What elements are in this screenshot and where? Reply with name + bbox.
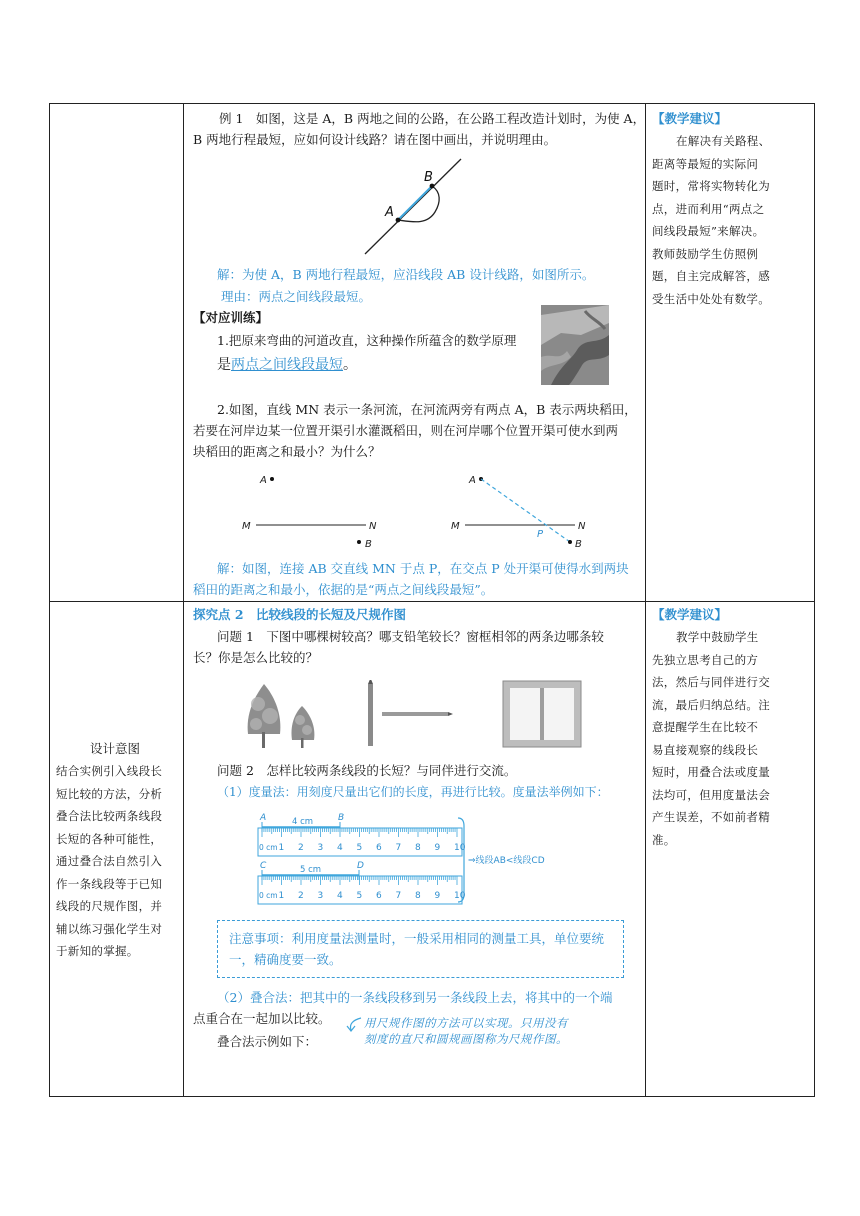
label-a: A (385, 205, 394, 220)
ruler-tick-label: 7 (395, 843, 402, 853)
handnote-line1: 用尺规作图的方法可以实现。只用没有 (364, 1016, 568, 1030)
label-m: M (242, 521, 251, 532)
practice-q2-line2: 若要在河岸边某一位置开渠引水灌溉稻田，则在河岸哪个位置开渠可使水到两 (193, 423, 619, 438)
practice-q1-line2 (217, 354, 357, 376)
ruler-result: ⇒线段AB<线段CD (468, 856, 545, 866)
suggestion2-line: 先独立思考自己的方 (652, 652, 759, 667)
suggestion1-line: 在解决有关路程、 (676, 134, 771, 148)
horizontal-pencil (382, 712, 448, 716)
river-figure-right (445, 466, 595, 556)
ruler2-label-d: D (357, 861, 364, 871)
ruler-cd (258, 861, 466, 904)
suggestion1-line: 题，自主完成解答，感 (652, 269, 770, 283)
road-straight-line (365, 159, 461, 254)
suggestion2-line: 易直接观察的线段长 (652, 742, 759, 757)
row-divider (49, 601, 815, 602)
point-a (270, 477, 274, 481)
curved-road (398, 186, 439, 222)
design-title: 设计意图 (90, 741, 141, 756)
practice-q1-answer: 两点之间线段最短 (231, 357, 343, 373)
label-a: A (260, 475, 267, 486)
suggestion1-line: 受生活中处处有数学。 (652, 291, 770, 306)
ruler-tick-label: 10 (454, 891, 466, 901)
ruler-tick-label: 0 cm (259, 843, 278, 852)
label-b: B (424, 170, 433, 185)
practice-answer (193, 558, 639, 600)
suggestion2-line: 短时，用叠合法或度量 (652, 765, 770, 779)
suggestion2-line: 准。 (652, 832, 676, 847)
point-b (568, 540, 572, 544)
method2-line1 (193, 987, 639, 1008)
ruler1-label-a: A (260, 813, 267, 823)
method2-line2: 点重合在一起加以比较。 (193, 1011, 331, 1026)
handnote-arrow (345, 1014, 365, 1034)
ruler-tick-label: 2 (298, 891, 304, 901)
point-a (396, 218, 401, 223)
label-n: N (578, 521, 586, 532)
point-b (357, 540, 361, 544)
example1-text (193, 108, 646, 150)
suggestion1-body (652, 130, 810, 310)
practice-q2 (193, 399, 639, 462)
suggestion2-line: 产生误差，不如前者精 (652, 810, 770, 824)
section2-question1 (193, 626, 639, 668)
design-line: 通过叠合法自然引入 (56, 854, 163, 868)
ruler1-label-b: B (338, 813, 345, 823)
practice-answer-line1: 解：如图，连接 AB 交直线 MN 于点 P，在交点 P 处开渠可使得水到两块 (217, 561, 629, 576)
example1-line2: B 两地行程最短，应如何设计线路？请在图中画出，并说明理由。 (193, 132, 557, 147)
ruler-tick-label: 9 (434, 891, 441, 901)
ruler2-label-c: C (260, 861, 267, 871)
ruler-tick-label: 10 (454, 843, 466, 853)
column-divider-left (183, 103, 184, 1097)
column-divider-right (645, 103, 646, 1097)
ruler-tick-label: 6 (376, 843, 382, 853)
label-p: P (537, 529, 544, 540)
example1-line1: 例 1 如图，这是 A，B 两地之间的公路，在公路工程改造计划时，为使 A， (219, 111, 646, 126)
ruler2-length: 5 cm (300, 865, 322, 875)
practice-q1-line1: 1.把原来弯曲的河道改直，这种操作所蕴含的数学原理 (217, 333, 517, 348)
suggestion1-title: 【教学建议】 (652, 111, 728, 126)
handnote (364, 1015, 568, 1047)
ruler-tick-label: 3 (317, 843, 324, 853)
note-line1: 注意事项：利用度量法测量时，一般采用相同的测量工具，单位要统 (229, 931, 605, 946)
design-body (56, 760, 180, 963)
example1-answer: 解：为使 A，B 两地行程最短，应沿线段 AB 设计线路，如图所示。 (217, 267, 595, 282)
pencils-image (364, 680, 454, 750)
practice-answer-line2: 稻田的距离之和最小，依据的是“两点之间线段最短”。 (193, 582, 494, 597)
section2-question2: 问题 2 怎样比较两条线段的长短？与同伴进行交流。 (217, 763, 517, 778)
suggestion2-title: 【教学建议】 (652, 607, 728, 622)
method2-example: 叠合法示例如下： (217, 1034, 318, 1049)
suggestion2-line: 意提醒学生在比较不 (652, 720, 759, 734)
label-b: B (575, 539, 582, 550)
design-line: 于新知的掌握。 (56, 944, 139, 958)
river-figure-left (236, 466, 386, 556)
trees-image (244, 680, 324, 750)
suggestion2-body (652, 626, 810, 851)
suggestion1-line: 教师鼓励学生仿照例 (652, 246, 759, 261)
ruler-tick-label: 3 (317, 891, 324, 901)
method1-text: （1）度量法：用刻度尺量出它们的长度，再进行比较。度量法举例如下： (217, 785, 609, 799)
river-photo (541, 305, 609, 385)
label-n: N (369, 521, 377, 532)
ruler-tick-label: 8 (415, 891, 421, 901)
ruler-tick-label: 9 (434, 843, 441, 853)
example1-reason: 理由：两点之间线段最短。 (221, 289, 372, 304)
ruler-tick-label: 1 (278, 891, 285, 901)
section2-title: 探究点 2 比较线段的长短及尺规作图 (193, 607, 407, 622)
practice-q2-line3: 块稻田的距离之和最小？为什么？ (193, 444, 381, 459)
suggestion2-line: 法均可，但用度量法会 (652, 787, 770, 802)
suggestion1-line: 距离等最短的实际问 (652, 156, 759, 171)
suggestion2-line: 法，然后与同伴进行交 (652, 675, 770, 689)
ruler1-length: 4 cm (292, 817, 314, 827)
question1-line2: 长？你是怎么比较的？ (193, 650, 319, 665)
ruler-tick-label: 4 (337, 843, 343, 853)
rulers-figure (250, 810, 590, 910)
ruler-tick-label: 0 cm (259, 891, 278, 900)
suggestion1-line: 题时，常将实物转化为 (652, 179, 770, 193)
suggestion1-line: 点，进而利用“两点之 (652, 201, 765, 216)
ruler-tick-label: 5 (356, 843, 363, 853)
ruler-ab (258, 813, 466, 856)
label-m: M (451, 521, 460, 532)
note-text (229, 928, 604, 970)
question1-line1: 问题 1 下图中哪棵树较高？哪支铅笔较长？窗框相邻的两条边哪条较 (217, 629, 604, 644)
ruler-brace (458, 818, 464, 902)
method2-line1-text: （2）叠合法：把其中的一条线段移到另一条线段上去，将其中的一个端 (217, 990, 613, 1005)
design-line: 叠合法比较两条线段 (56, 809, 163, 823)
segment-ab (398, 186, 432, 220)
design-line: 结合实例引入线段长 (56, 764, 163, 778)
suggestion2-line: 流，最后归纳总结。注 (652, 697, 770, 712)
design-line: 作一条线段等于已知 (56, 876, 163, 891)
vertical-pencil (368, 684, 373, 746)
practice-q2-line1: 2.如图，直线 MN 表示一条河流，在河流两旁有两点 A，B 表示两块稻田， (217, 402, 637, 417)
ruler-tick-label: 8 (415, 843, 421, 853)
suggestion2-line: 教学中鼓励学生 (676, 630, 759, 644)
ruler-tick-label: 6 (376, 891, 382, 901)
note-line2: 一，精确度要一致。 (229, 952, 342, 967)
dashed-segment-ab (481, 479, 570, 542)
design-line: 线段的尺规作图，并 (56, 899, 163, 913)
practice-q1-suffix: 。 (343, 357, 357, 373)
label-b: B (365, 539, 372, 550)
ruler-tick-label: 2 (298, 843, 304, 853)
design-line: 短比较的方法，分析 (56, 786, 163, 801)
handnote-line2: 刻度的直尺和圆规画图称为尺规作图。 (364, 1032, 568, 1046)
design-line: 长短的各种可能性， (56, 831, 163, 846)
design-line: 辅以练习强化学生对 (56, 921, 163, 936)
window-frame-image (502, 680, 582, 748)
practice-q1-prefix: 是 (217, 357, 231, 373)
ruler-tick-label: 7 (395, 891, 402, 901)
suggestion1-line: 间线段最短”来解决。 (652, 224, 765, 238)
label-a: A (469, 475, 476, 486)
ruler-tick-label: 4 (337, 891, 343, 901)
ruler-tick-label: 5 (356, 891, 363, 901)
practice-header: 【对应训练】 (193, 310, 269, 325)
ruler-tick-label: 1 (278, 843, 285, 853)
road-figure (355, 150, 475, 260)
